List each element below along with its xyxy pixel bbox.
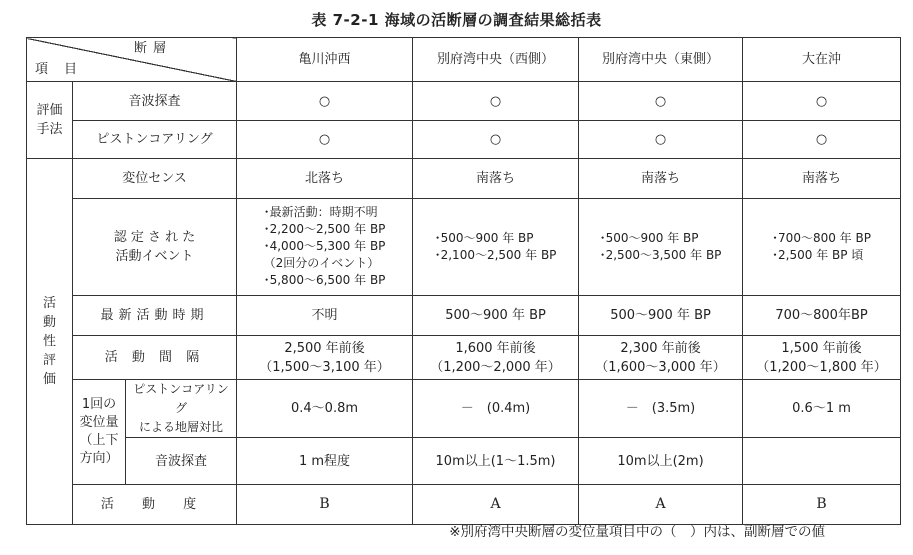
method-piston-row [27, 121, 901, 159]
activity-degree-row [27, 485, 901, 525]
activity-interval-value: 1,600 年前後 （1,200～2,000 年） [413, 336, 579, 380]
sonic-survey-label: 音波探査 [73, 82, 237, 121]
method-group-label: 評価 手法 [27, 82, 73, 159]
disp-piston-label: ピストンコアリング による地層対比 [126, 380, 237, 438]
events-beppu-east: ･500～900 年 BP ･2,500～3,500 年 BP [579, 199, 743, 296]
activity-degree-value: A [579, 485, 743, 525]
disp-sonic-value: 10m以上(2m) [579, 438, 743, 485]
activity-degree-value: B [743, 485, 901, 525]
disp-sonic-label: 音波探査 [126, 438, 237, 485]
disp-sonic-value: 1 m程度 [237, 438, 413, 485]
latest-activity-value: 不明 [237, 296, 413, 336]
activity-interval-value: 2,500 年前後 （1,500～3,100 年） [237, 336, 413, 380]
activity-interval-label: 活 動 間 隔 [73, 336, 237, 380]
header-row [27, 38, 901, 82]
disp-piston-value: 0.4～0.8m [237, 380, 413, 438]
sonic-mark: ○ [237, 82, 413, 121]
fault-name-beppu-east: 別府湾中央（東側） [579, 38, 743, 82]
activity-interval-value: 1,500 年前後 （1,200～1,800 年） [743, 336, 901, 380]
disp-piston-value: 0.6～1 m [743, 380, 901, 438]
disp-sonic-value [743, 438, 901, 485]
method-sonic-row [27, 82, 901, 121]
latest-activity-value: 500～900 年 BP [413, 296, 579, 336]
activity-events-label: 認 定 さ れ た 活動イベント [73, 199, 237, 296]
fault-header-label: 断層 [134, 41, 173, 56]
latest-activity-label: 最新活動時期 [73, 296, 237, 336]
diagonal-header-cell [27, 38, 237, 82]
activity-degree-value: B [237, 485, 413, 525]
fault-name-beppu-west: 別府湾中央（西側） [413, 38, 579, 82]
events-ozai: ･700～800 年 BP ･2,500 年 BP 頃 [743, 199, 901, 296]
summary-table [26, 37, 901, 525]
activity-group-label: 活 動 性 評 価 [27, 159, 73, 525]
sonic-mark: ○ [413, 82, 579, 121]
displacement-sense-row [27, 159, 901, 199]
disp-piston-value: － (0.4m) [413, 380, 579, 438]
footnote: ※別府湾中央断層の変位量項目中の（ ）内は、副断層での値 [449, 524, 825, 540]
displacement-piston-row [27, 380, 901, 438]
activity-degree-value: A [413, 485, 579, 525]
displacement-sense-label: 変位センス [73, 159, 237, 199]
piston-mark: ○ [743, 121, 901, 159]
activity-degree-label: 活 動 度 [73, 485, 237, 525]
displacement-sonic-row [27, 438, 901, 485]
fault-name-ozai: 大在沖 [743, 38, 901, 82]
displacement-sense-value: 南落ち [579, 159, 743, 199]
disp-piston-value: － (3.5m) [579, 380, 743, 438]
table-title: 表 7-2-1 海域の活断層の調査結果総括表 [311, 11, 602, 29]
fault-name-kamegawa: 亀川沖西 [237, 38, 413, 82]
disp-sonic-value: 10m以上(1～1.5m) [413, 438, 579, 485]
events-beppu-west: ･500～900 年 BP ･2,100～2,500 年 BP [413, 199, 579, 296]
latest-activity-value: 500～900 年 BP [579, 296, 743, 336]
latest-activity-value: 700～800年BP [743, 296, 901, 336]
activity-interval-row [27, 336, 901, 380]
displacement-sense-value: 南落ち [413, 159, 579, 199]
activity-interval-value: 2,300 年前後 （1,600～3,000 年） [579, 336, 743, 380]
piston-coring-label: ピストンコアリング [73, 121, 237, 159]
item-header-label: 項目 [35, 62, 94, 77]
displacement-group-label: 1回の 変位量 （上下 方向） [73, 380, 126, 485]
latest-activity-row [27, 296, 901, 336]
displacement-sense-value: 北落ち [237, 159, 413, 199]
sonic-mark: ○ [579, 82, 743, 121]
piston-mark: ○ [579, 121, 743, 159]
sonic-mark: ○ [743, 82, 901, 121]
piston-mark: ○ [413, 121, 579, 159]
displacement-sense-value: 南落ち [743, 159, 901, 199]
activity-events-row [27, 199, 901, 296]
events-kamegawa: ･最新活動：時期不明 ･2,200～2,500 年 BP ･4,000～5,300 年 BP （2回分のイベント） ･5,800～6,500 年 BP [237, 199, 413, 296]
piston-mark: ○ [237, 121, 413, 159]
